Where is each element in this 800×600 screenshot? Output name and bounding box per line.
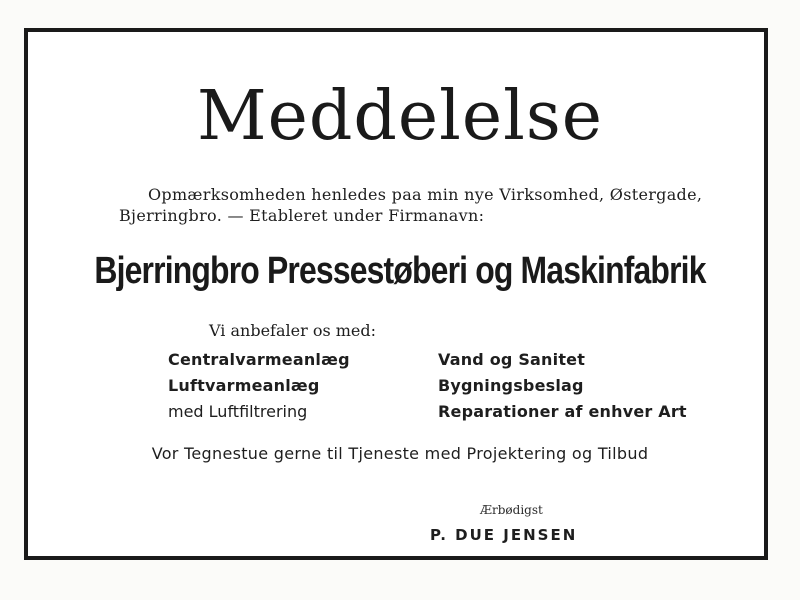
service-item: Luftvarmeanlæg	[168, 376, 320, 395]
signature: P. DUE JENSEN	[430, 526, 578, 544]
services-left-list	[168, 347, 350, 425]
service-item: Centralvarmeanlæg	[168, 350, 350, 369]
intro-line-2: Bjerringbro. — Etableret under Firmanavn:	[119, 206, 485, 225]
company-name: Bjerringbro Pressestøberi og Maskinfabrik	[94, 250, 706, 292]
drawing-office-text: Vor Tegnestue gerne til Tjeneste med Projektering og Tilbud	[151, 444, 649, 463]
notice-title: Meddelelse	[196, 77, 604, 156]
service-item: Reparationer af enhver Art	[438, 402, 687, 421]
service-item: Bygningsbeslag	[438, 376, 584, 395]
services-right-list	[438, 347, 687, 425]
recommend-text: Vi anbefaler os med:	[209, 321, 377, 340]
service-item: med Luftfiltrering	[168, 402, 308, 421]
service-item: Vand og Sanitet	[438, 350, 586, 369]
regards-text: Ærbødigst	[480, 503, 543, 517]
intro-line-1: Opmærksomheden henledes paa min nye Virksomhed, Østergade,	[148, 185, 703, 204]
